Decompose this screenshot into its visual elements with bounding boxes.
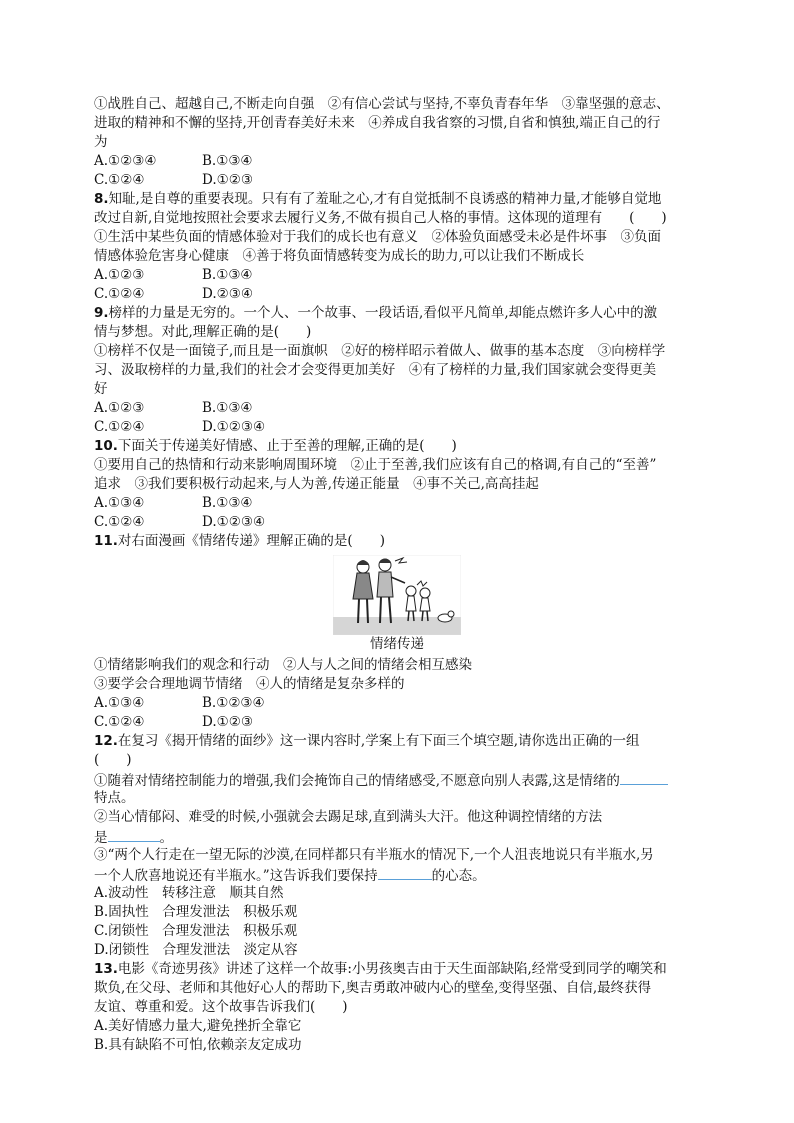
statement-line: ①要用自己的热情和行动来影响周围环境 ②止于至善,我们应该有自己的格调,有自己的“至善” xyxy=(94,457,657,473)
options-row xyxy=(94,513,700,532)
statement-line: ①生活中某些负面的情感体验对于我们的成长也有意义 ②体验负面感受未必是件坏事 ③负面 xyxy=(94,229,661,245)
statement-line: 好 xyxy=(94,381,108,397)
question-10-stem: 10.下面关于传递美好情感、止于至善的理解,正确的是( ) xyxy=(94,438,457,454)
statement-line: 追求 ③我们要积极行动起来,与人为善,传递正能量 ④事不关己,高高挂起 xyxy=(94,476,539,492)
fill-blank-3-suffix: 的心态。 xyxy=(431,868,486,884)
statement-line: ③要学会合理地调节情绪 ④人的情绪是复杂多样的 xyxy=(94,676,405,692)
question-number: 11. xyxy=(94,533,118,549)
answer-blank[interactable] xyxy=(378,865,432,880)
option-b[interactable]: B.①②③④ xyxy=(202,695,265,711)
question-8 xyxy=(94,190,700,304)
cartoon-caption: 情绪传递 xyxy=(370,636,424,652)
options-row xyxy=(94,399,700,418)
fill-blank-2-suffix: 。 xyxy=(159,830,173,846)
question-number: 8. xyxy=(94,191,109,207)
question-7-continuation xyxy=(94,95,700,190)
question-number: 13. xyxy=(94,961,118,977)
option-d[interactable]: D.①②③④ xyxy=(202,419,266,435)
statement-line: 进取的精神和不懈的坚持,开创青春美好未来 ④养成自我省察的习惯,自省和慎独,端正自己的行 xyxy=(94,115,661,131)
fill-blank-3: ③“两个人行走在一望无际的沙漠,在同样都只有半瓶水的情况下,一个人沮丧地说只有半瓶水,另 xyxy=(94,847,654,863)
option-d[interactable]: D.②③④ xyxy=(202,286,253,302)
options-row xyxy=(94,418,700,437)
option-b[interactable]: B.固执性 合理发泄法 积极乐观 xyxy=(94,904,298,920)
question-13 xyxy=(94,960,700,1055)
fill-blank-1-text: ①随着对情绪控制能力的增强,我们会掩饰自己的情绪感受,不愿意向别人表露,这是情绪的 xyxy=(94,773,620,789)
question-13-stem: 欺负,在父母、老师和其他好心人的帮助下,奥吉勇敢冲破内心的壁垒,变得坚强、自信,最终获得 xyxy=(94,980,652,996)
options-row xyxy=(94,266,700,285)
question-13-stem: 友谊、尊重和爱。这个故事告诉我们( ) xyxy=(94,999,348,1015)
cartoon-figure xyxy=(94,555,700,654)
question-13-stem: 13.电影《奇迹男孩》讲述了这样一个故事:小男孩奥吉由于天生面部缺陷,经常受到同学的嘲笑和 xyxy=(94,961,667,977)
question-number: 10. xyxy=(94,438,118,454)
option-b[interactable]: B.①③④ xyxy=(202,495,253,511)
question-number: 12. xyxy=(94,733,118,749)
fill-blank-2-tail xyxy=(94,827,700,846)
option-b[interactable]: B.①③④ xyxy=(202,400,253,416)
options-row xyxy=(94,152,700,171)
option-a[interactable]: A.①③④ xyxy=(94,695,145,711)
fill-blank-2-prefix: 是 xyxy=(94,830,108,846)
question-12-stem: ( ) xyxy=(94,752,132,768)
fill-blank-1-tail: 特点。 xyxy=(94,790,135,806)
statement-line: 习、汲取榜样的力量,我们的社会才会变得更加美好 ④有了榜样的力量,我们国家就会变得更美 xyxy=(94,362,657,378)
question-8-stem: 8.知耻,是自尊的重要表现。只有有了羞耻之心,才有自觉抵制不良诱惑的精神力量,才能够自觉地 xyxy=(94,191,662,207)
option-b[interactable]: B.具有缺陷不可怕,依赖亲友定成功 xyxy=(94,1037,302,1053)
question-12-stem: 12.在复习《揭开情绪的面纱》这一课内容时,学案上有下面三个填空题,请你选出正确的一组 xyxy=(94,733,640,749)
statement-line: ①情绪影响我们的观念和行动 ②人与人之间的情绪会相互感染 xyxy=(94,657,472,673)
question-11-stem: 11.对右面漫画《情绪传递》理解正确的是( ) xyxy=(94,533,385,549)
option-c[interactable]: C.①②④ xyxy=(94,419,145,435)
option-b[interactable]: B.①③④ xyxy=(202,267,253,283)
options-row xyxy=(94,694,700,713)
option-a[interactable]: A.①②③ xyxy=(94,267,145,283)
answer-blank[interactable] xyxy=(620,770,668,785)
option-a[interactable]: A.①②③ xyxy=(94,400,145,416)
worksheet-content xyxy=(94,95,700,1055)
option-a[interactable]: A.①③④ xyxy=(94,495,145,511)
option-a[interactable]: A.波动性 转移注意 顺其自然 xyxy=(94,885,284,901)
question-10 xyxy=(94,437,700,532)
option-d[interactable]: D.①②③ xyxy=(202,714,253,730)
option-c[interactable]: C.①②④ xyxy=(94,286,145,302)
options-row xyxy=(94,171,700,190)
question-9-stem: 9.榜样的力量是无穷的。一个人、一个故事、一段话语,看似平凡简单,却能点燃许多人心中的激 xyxy=(94,305,658,321)
question-9-stem: 情与梦想。对此,理解正确的是( ) xyxy=(94,324,312,340)
cartoon-illustration xyxy=(333,555,461,635)
option-d[interactable]: D.闭锁性 合理发泄法 淡定从容 xyxy=(94,942,298,958)
options-row xyxy=(94,494,700,513)
option-d[interactable]: D.①②③④ xyxy=(202,514,266,530)
statement-line: ①榜样不仅是一面镜子,而且是一面旗帜 ②好的榜样昭示着做人、做事的基本态度 ③向榜样学 xyxy=(94,343,666,359)
question-11 xyxy=(94,532,700,732)
question-number: 9. xyxy=(94,305,109,321)
fill-blank-1 xyxy=(94,770,700,789)
options-row xyxy=(94,713,700,732)
option-c[interactable]: C.闭锁性 合理发泄法 积极乐观 xyxy=(94,923,298,939)
statement-line: 为 xyxy=(94,134,108,150)
option-c[interactable]: C.①②④ xyxy=(94,514,145,530)
option-c[interactable]: C.①②④ xyxy=(94,172,145,188)
option-a[interactable]: A.①②③④ xyxy=(94,153,157,169)
fill-blank-3-prefix: 一个人欣喜地说还有半瓶水。”这告诉我们要保持 xyxy=(94,868,378,884)
question-12 xyxy=(94,732,700,960)
statement-line: ①战胜自己、超越自己,不断走向自强 ②有信心尝试与坚持,不辜负青春年华 ③靠坚强的意志、 xyxy=(94,96,670,112)
options-row xyxy=(94,285,700,304)
option-d[interactable]: D.①②③ xyxy=(202,172,253,188)
question-9 xyxy=(94,304,700,437)
fill-blank-3-tail xyxy=(94,865,700,884)
fill-blank-2: ②当心情郁闷、难受的时候,小强就会去踢足球,直到满头大汗。他这种调控情绪的方法 xyxy=(94,809,603,825)
option-a[interactable]: A.美好情感力量大,避免挫折全靠它 xyxy=(94,1018,302,1034)
statement-line: 情感体验危害身心健康 ④善于将负面情感转变为成长的助力,可以让我们不断成长 xyxy=(94,248,585,264)
option-b[interactable]: B.①③④ xyxy=(202,153,253,169)
option-c[interactable]: C.①②④ xyxy=(94,714,145,730)
question-8-stem: 改过自新,自觉地按照社会要求去履行义务,不做有损自己人格的事情。这体现的道理有 ( ) xyxy=(94,210,667,226)
answer-blank[interactable] xyxy=(108,827,160,842)
